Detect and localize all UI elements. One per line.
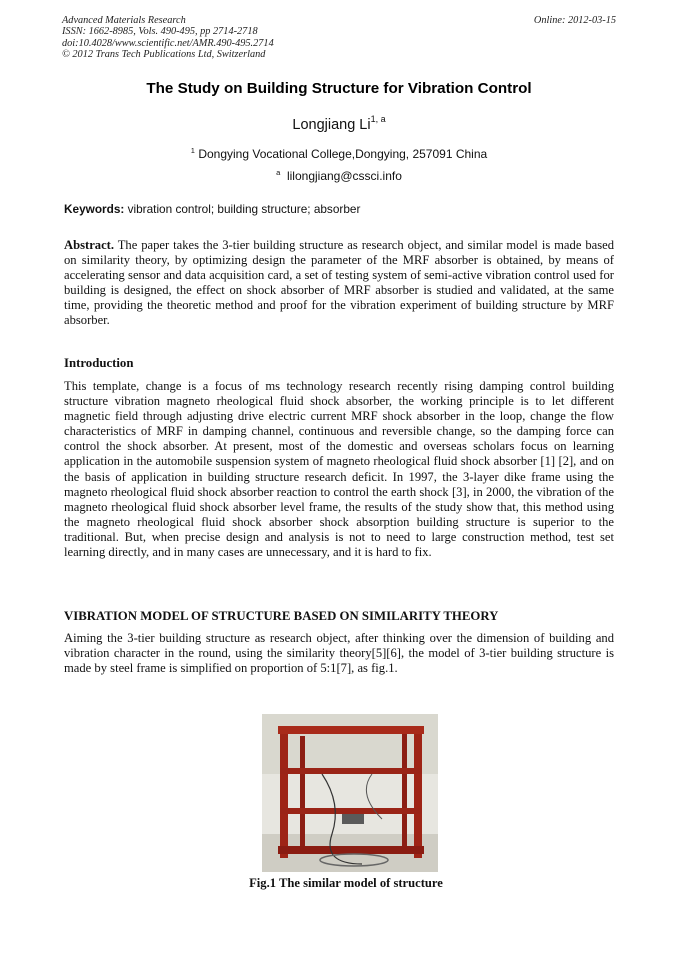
email-line — [0, 168, 678, 183]
affiliation — [0, 146, 678, 161]
introduction-heading: Introduction — [64, 356, 134, 370]
online-date: Online: 2012-03-15 — [533, 15, 616, 26]
keywords — [64, 202, 614, 216]
figure-structure-photo — [262, 714, 438, 872]
abstract-label: Abstract. — [64, 238, 115, 252]
affiliation-text: Dongying Vocational College,Dongying, 257091 China — [198, 147, 488, 161]
affiliation-sup: 1 — [190, 146, 195, 155]
journal-name: Advanced Materials Research — [62, 15, 186, 26]
section-text: Aiming the 3-tier building structure as research object, after thinking over the dimension of building and vibration character in the round, using the similarity theory[5][6], the model of 3-tier building structure is made by steel frame is simplified on proportion of 5:1[7], as fig.1. — [64, 631, 614, 676]
author-email[interactable]: lilongjiang@cssci.info — [286, 169, 402, 183]
author-line — [0, 115, 678, 133]
paper-title: The Study on Building Structure for Vibration Control — [146, 80, 532, 97]
figure-caption: Fig.1 The similar model of structure — [249, 876, 443, 890]
abstract-text: The paper takes the 3-tier building structure as research object, and similar model is made based on similarity theory, by optimizing design the parameter of the MRF absorber is obtained, by means of accelerating sensor and data acquisition card, a set of testing system of semi-active vibration control used for building is designed, the effect on shock absorber of MRF absorber is studied and validated, at the same time, providing the theoretic method and proof for the vibration experiment of building structure by MRF absorber. — [64, 238, 615, 328]
introduction-text: This template, change is a focus of ms technology research recently rising damping control building structure vibration magneto rheological fluid shock absorber, the working principle is to let different magnetic field through adjusting drive electric current MRF shock absorber in the loop, change the flow characteristics of MRF in damping channel, continuous and reversible change, so the damping force can control the shock absorber. At present, most of the domestic and overseas scholars focus on learning application in the automobile suspension system of magneto rheological fluid shock absorber [1] [2], and on the basis of application in building structure research deficit. In 1997, the 3-layer dike frame using the magneto rheological fluid shock absorber reaction to control the earth shock [3], in 2000, the vibration of the magneto rheological fluid shock absorber level frame, the results of the study show that, this method using the magneto rheological fluid shock absorber shock absorption building structure is superior to the traditional. But, when precise design and analysis is not to need to large construction method, test set learning directly, and in many cases are unnecessary, and it is hard to fix. — [64, 379, 614, 560]
abstract — [64, 238, 614, 329]
section-heading: VIBRATION MODEL OF STRUCTURE BASED ON SIMILARITY THEORY — [64, 609, 499, 623]
author-name: Longjiang Li — [292, 116, 371, 133]
journal-copyright: © 2012 Trans Tech Publications Ltd, Switzerland — [62, 49, 266, 61]
keywords-text: vibration control; building structure; absorber — [127, 202, 361, 216]
author-sup: 1, a — [370, 114, 386, 124]
journal-issn: ISSN: 1662-8985, Vols. 490-495, pp 2714-2718 — [62, 26, 258, 38]
journal-doi: doi:10.4028/www.scientific.net/AMR.490-495.2714 — [62, 37, 274, 49]
journal-header — [62, 15, 274, 61]
steel-frame-model-image — [262, 714, 438, 872]
keywords-label: Keywords: — [64, 202, 125, 216]
email-sup: a — [276, 168, 281, 177]
